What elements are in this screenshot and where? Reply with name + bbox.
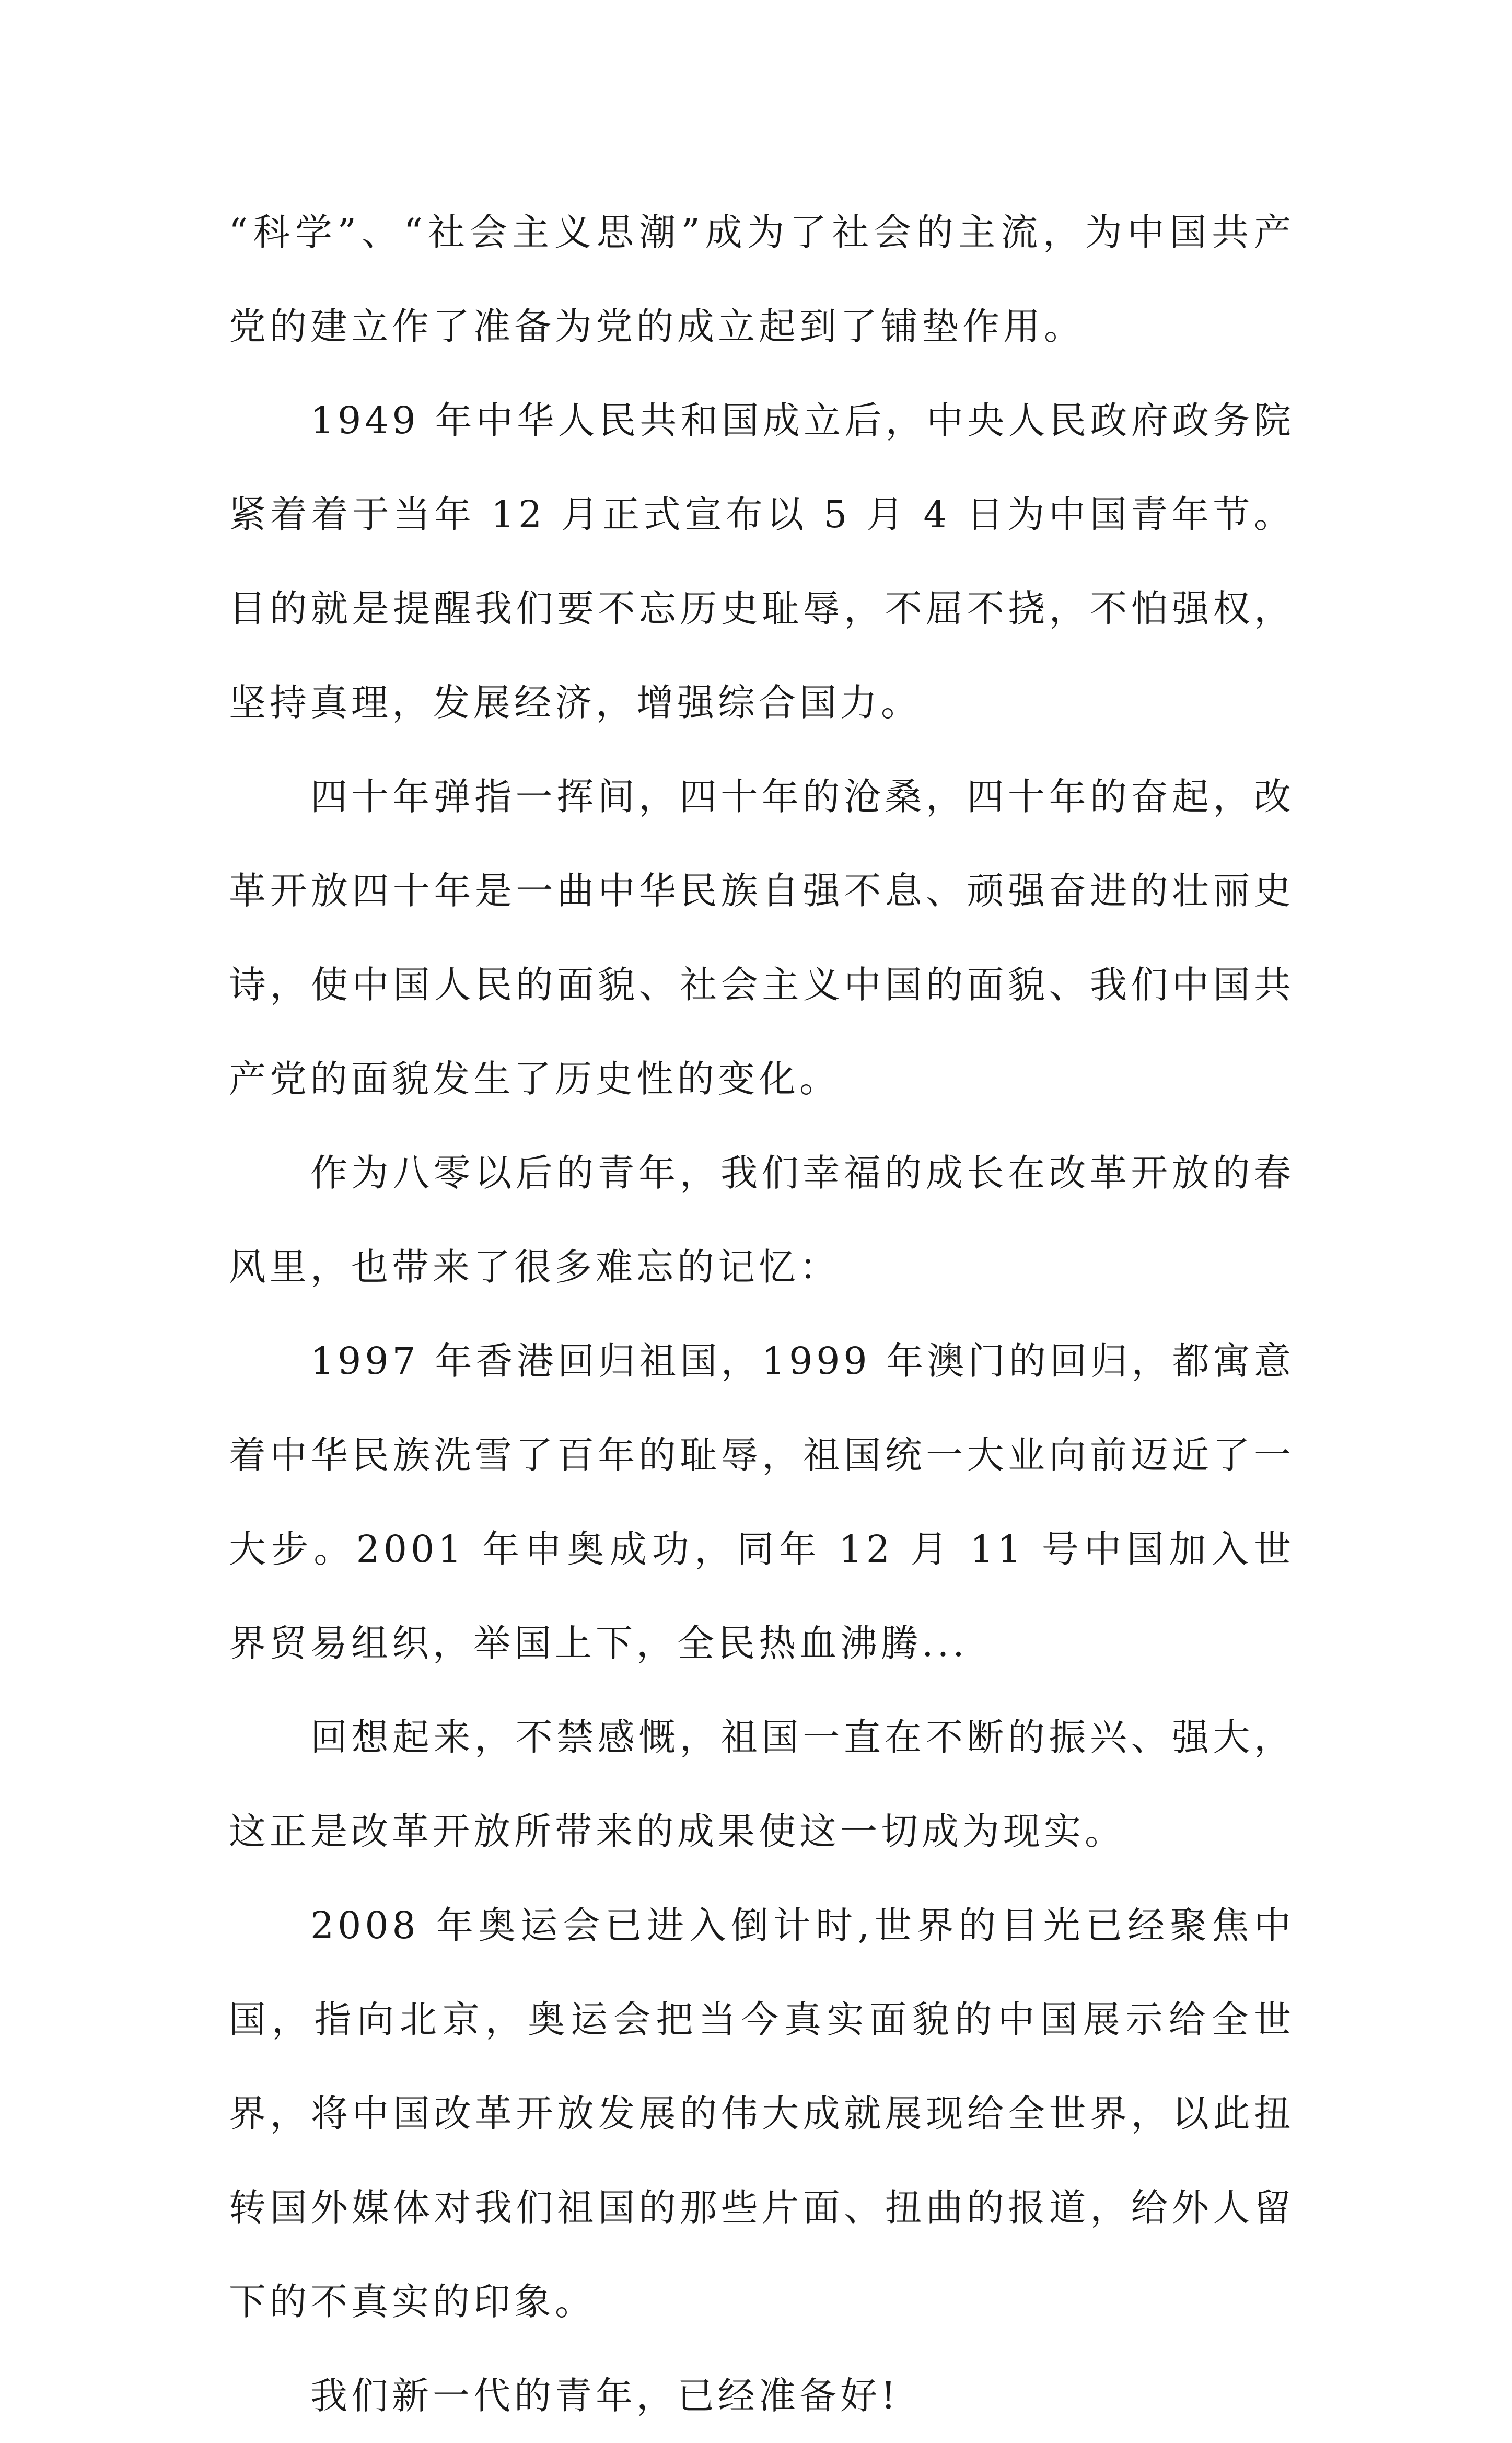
paragraph-6: 回想起来，不禁感慨，祖国一直在不断的振兴、强大，这正是改革开放所带来的成果使这一切成为现实。: [229, 1716, 1295, 1853]
document-body: [229, 186, 1295, 2443]
paragraph-1: “科学”、“社会主义思潮”成为了社会的主流，为中国共产党的建立作了准备为党的成立起到了铺垫作用。: [229, 211, 1295, 348]
paragraph-4: 作为八零以后的青年，我们幸福的成长在改革开放的春风里，也带来了很多难忘的记忆：: [229, 1151, 1295, 1289]
paragraph-5: 1997 年香港回归祖国，1999 年澳门的回归，都寓意着中华民族洗雪了百年的耻辱，祖国统一大业向前迈近了一大步。2001 年申奥成功，同年 12 月 11 号中国加入世界贸易组织，举国上下，全民热血沸腾...: [229, 1339, 1295, 1665]
paragraph-8: 我们新一代的青年，已经准备好!: [310, 2374, 900, 2417]
paragraph-7: 2008 年奥运会已进入倒计时,世界的目光已经聚焦中国，指向北京，奥运会把当今真实面貌的中国展示给全世界，将中国改革开放发展的伟大成就展现给全世界，以此扭转国外媒体对我们祖国的那些片面、扭曲的报道，给外人留下的不真实的印象。: [229, 1904, 1295, 2323]
paragraph-3: 四十年弹指一挥间，四十年的沧桑，四十年的奋起，改革开放四十年是一曲中华民族自强不息、顽强奋进的壮丽史诗，使中国人民的面貌、社会主义中国的面貌、我们中国共产党的面貌发生了历史性的变化。: [229, 775, 1295, 1101]
paragraph-2: 1949 年中华人民共和国成立后，中央人民政府政务院紧着着于当年 12 月正式宣布以 5 月 4 日为中国青年节。目的就是提醒我们要不忘历史耻辱，不屈不挠，不怕强权，坚持真理，发展经济，增强综合国力。: [229, 399, 1295, 724]
